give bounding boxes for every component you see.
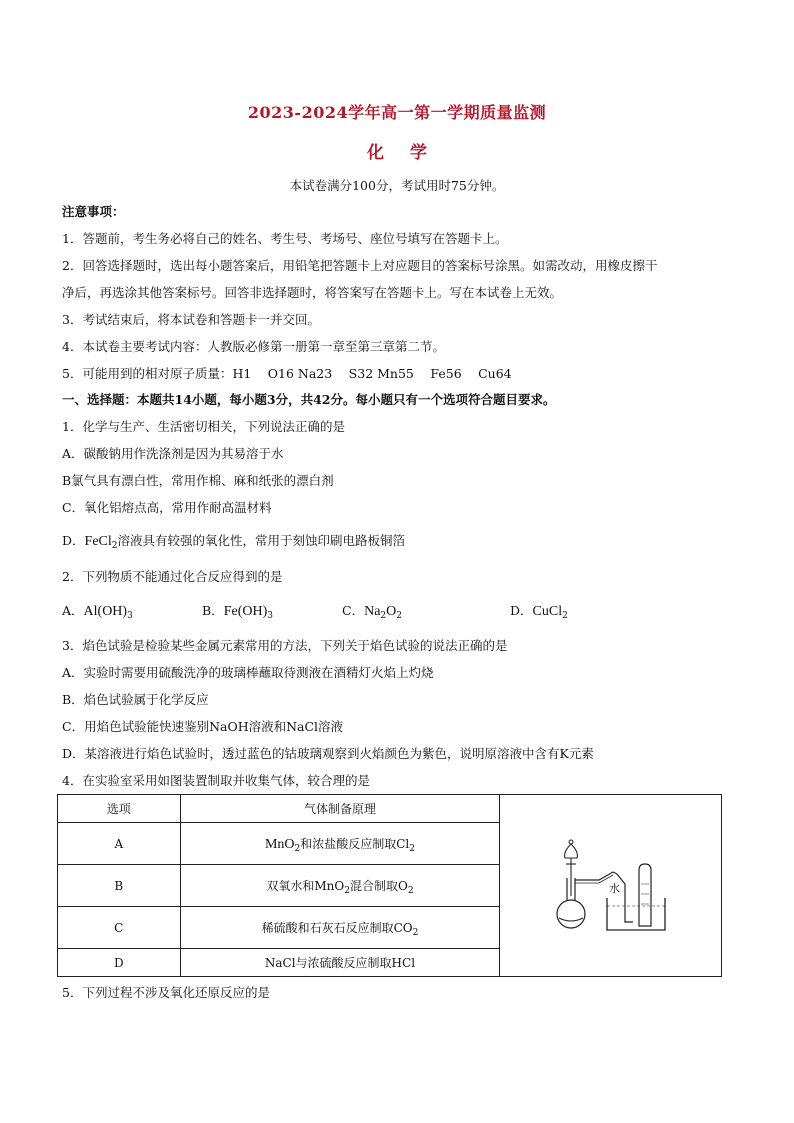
formula: Fe(OH) <box>223 604 268 619</box>
formula: Al(OH) <box>83 604 128 619</box>
notice-item: 4．本试卷主要考试内容：人教版必修第一册第一章至第三章第二节。 <box>62 339 445 354</box>
q2-option-d <box>510 601 568 620</box>
q3-option-c: C．用焰色试验能快速鉴别NaOH溶液和NaCl溶液 <box>62 719 344 734</box>
subscript: 3 <box>267 611 273 621</box>
row-a-option: A <box>58 823 181 865</box>
q1-stem: 1．化学与生产、生活密切相关，下列说法正确的是 <box>62 419 345 434</box>
row-d-option: D <box>58 949 181 977</box>
row-a-principle: MnO$_2$和浓盐酸反应制取$Cl_2$ <box>180 823 500 865</box>
q1-option-d <box>62 532 405 551</box>
formula: Na <box>364 604 381 619</box>
formula: O <box>386 604 397 619</box>
option-label: A． <box>62 603 84 618</box>
subscript: 3 <box>127 611 133 621</box>
q1-option-a: A．碳酸钠用作洗涤剂是因为其易溶于水 <box>62 446 284 461</box>
notice-item: 净后，再选涂其他答案标号。回答非选择题时，将答案写在答题卡上。写在本试卷上无效。 <box>62 285 563 300</box>
q1-option-c: C．氧化铝熔点高，常用作耐高温材料 <box>62 500 272 515</box>
water-label: 水 <box>608 882 620 895</box>
q2-options <box>62 601 742 621</box>
q1-option-b: B氯气具有漂白性，常用作棉、麻和纸张的漂白剂 <box>62 473 334 488</box>
row-b-option: B <box>58 865 181 907</box>
subscript: 2 <box>562 611 568 621</box>
apparatus-figure <box>500 795 722 977</box>
row-b-principle: 双氧水和MnO$_2$混合制取$O_2$ <box>180 865 500 907</box>
row-d-principle: NaCl与浓硫酸反应制取HCl <box>180 949 500 977</box>
row-c-option: C <box>58 907 181 949</box>
q3-option-a: A．实验时需要用硫酸洗净的玻璃棒蘸取待测液在酒精灯火焰上灼烧 <box>62 665 434 680</box>
q4-stem: 4．在实验室采用如图装置制取并收集气体，较合理的是 <box>62 773 370 788</box>
notice-item: 3．考试结束后，将本试卷和答题卡一并交回。 <box>62 312 320 327</box>
gas-apparatus-icon <box>551 834 671 934</box>
option-label: B． <box>202 603 224 618</box>
q4-table <box>57 794 722 977</box>
exam-meta: 本试卷满分100分，考试用时75分钟。 <box>289 178 505 193</box>
q3-option-b: B．焰色试验属于化学反应 <box>62 692 209 707</box>
notice-heading: 注意事项： <box>62 204 125 219</box>
row-c-principle: 稀硫酸和石灰石反应制取$CO_2$ <box>180 907 500 949</box>
exam-title: 2023-2024学年高一第一学期质量监测 <box>247 103 547 122</box>
q2-option-b <box>202 601 273 620</box>
option-label: C． <box>342 603 365 618</box>
q2-option-a <box>62 601 133 620</box>
section-heading: 一、选择题：本题共14小题，每小题3分，共42分。每小题只有一个选项符合题目要求。 <box>62 392 556 407</box>
q3-stem: 3．焰色试验是检验某些金属元素常用的方法，下列关于焰色试验的说法正确的是 <box>62 638 508 653</box>
header-principle: 气体制备原理 <box>180 795 500 823</box>
notice-item: 5．可能用到的相对原子质量：H1 O16 Na23 S32 Mn55 Fe56 Cu64 <box>62 366 512 381</box>
notice-item: 2．回答选择题时，选出每小题答案后，用铅笔把答题卡上对应题目的答案标号涂黑。如需改动，用橡皮擦干 <box>62 258 658 273</box>
formula: CuCl <box>532 604 563 619</box>
header-option: 选项 <box>58 795 181 823</box>
option-label: D． <box>510 603 533 618</box>
q3-option-d: D．某溶液进行焰色试验时，透过蓝色的钴玻璃观察到火焰颜色为紫色，说明原溶液中含有K元素 <box>62 746 594 761</box>
option-label: D． <box>62 533 85 548</box>
option-text: 溶液具有较强的氧化性，常用于刻蚀印刷电路板铜箔 <box>117 533 406 548</box>
subscript: 2 <box>380 611 387 621</box>
q2-stem: 2．下列物质不能通过化合反应得到的是 <box>62 569 283 584</box>
formula: FeCl <box>84 534 112 549</box>
q2-option-c <box>342 601 402 620</box>
notice-item: 1．答题前，考生务必将自己的姓名、考生号、考场号、座位号填写在答题卡上。 <box>62 231 508 246</box>
q5-stem: 5．下列过程不涉及氧化还原反应的是 <box>62 985 270 1000</box>
subject-title: 化学 <box>367 143 453 163</box>
subscript: 2 <box>396 611 402 621</box>
subscript: 2 <box>111 541 118 551</box>
